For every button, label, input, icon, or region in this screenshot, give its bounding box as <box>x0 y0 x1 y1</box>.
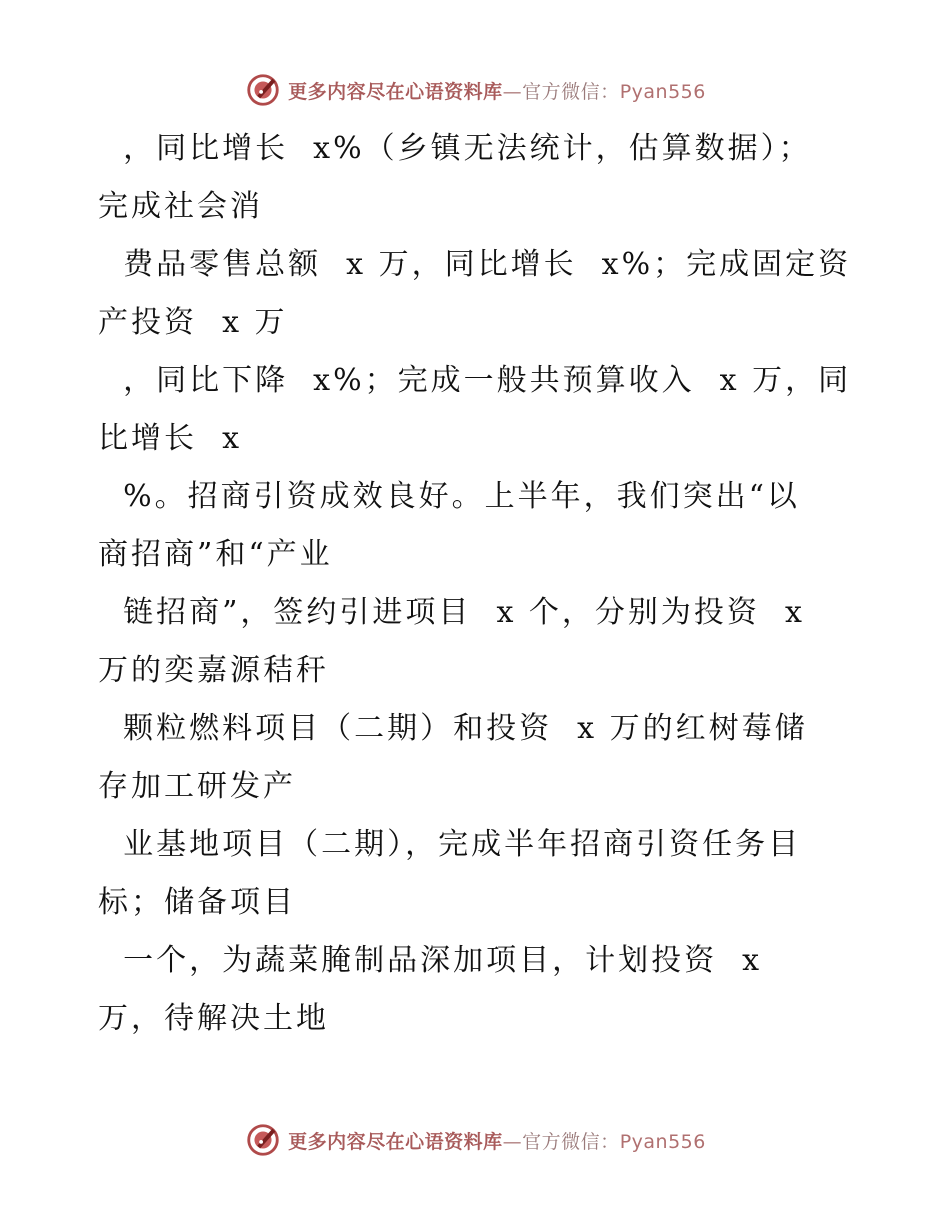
text-line: 产投资 x 万 <box>98 305 288 340</box>
watermark-text: 更多内容尽在心语资料库—官方微信：Pyan556 <box>288 1130 706 1153</box>
text-line: 万的奕嘉源秸秆 <box>98 653 329 688</box>
text-line: 业基地项目（二期），完成半年招商引资任务目 <box>98 827 802 862</box>
text-line: 存加工研发产 <box>98 769 296 804</box>
text-line: 链招商”，签约引进项目 x 个，分别为投资 x <box>98 595 805 630</box>
text-line: %。招商引资成效良好。上半年，我们突出“以 <box>98 479 800 514</box>
text-line: 商招商”和“产业 <box>98 537 333 572</box>
text-line: 万，待解决土地 <box>98 1001 329 1036</box>
footer-watermark <box>0 1120 950 1160</box>
text-line: ，同比下降 x%；完成一般共预算收入 x 万，同 <box>98 363 852 398</box>
watermark-text: 更多内容尽在心语资料库—官方微信：Pyan556 <box>288 80 706 103</box>
pen-nib-seal-icon <box>244 1121 282 1159</box>
text-line: 一个，为蔬菜腌制品深加项目，计划投资 x <box>98 943 763 978</box>
text-line: 费品零售总额 x 万，同比增长 x%；完成固定资 <box>98 247 852 282</box>
text-line: 颗粒燃料项目（二期）和投资 x 万的红树莓储 <box>98 711 808 746</box>
header-watermark <box>0 70 950 110</box>
text-line: 比增长 x <box>98 421 242 456</box>
text-line: ，同比增长 x%（乡镇无法统计，估算数据）； <box>98 131 812 166</box>
document-body <box>98 120 858 1048</box>
text-line: 完成社会消 <box>98 189 263 224</box>
pen-nib-seal-icon <box>244 71 282 109</box>
text-line: 标；储备项目 <box>98 885 296 920</box>
